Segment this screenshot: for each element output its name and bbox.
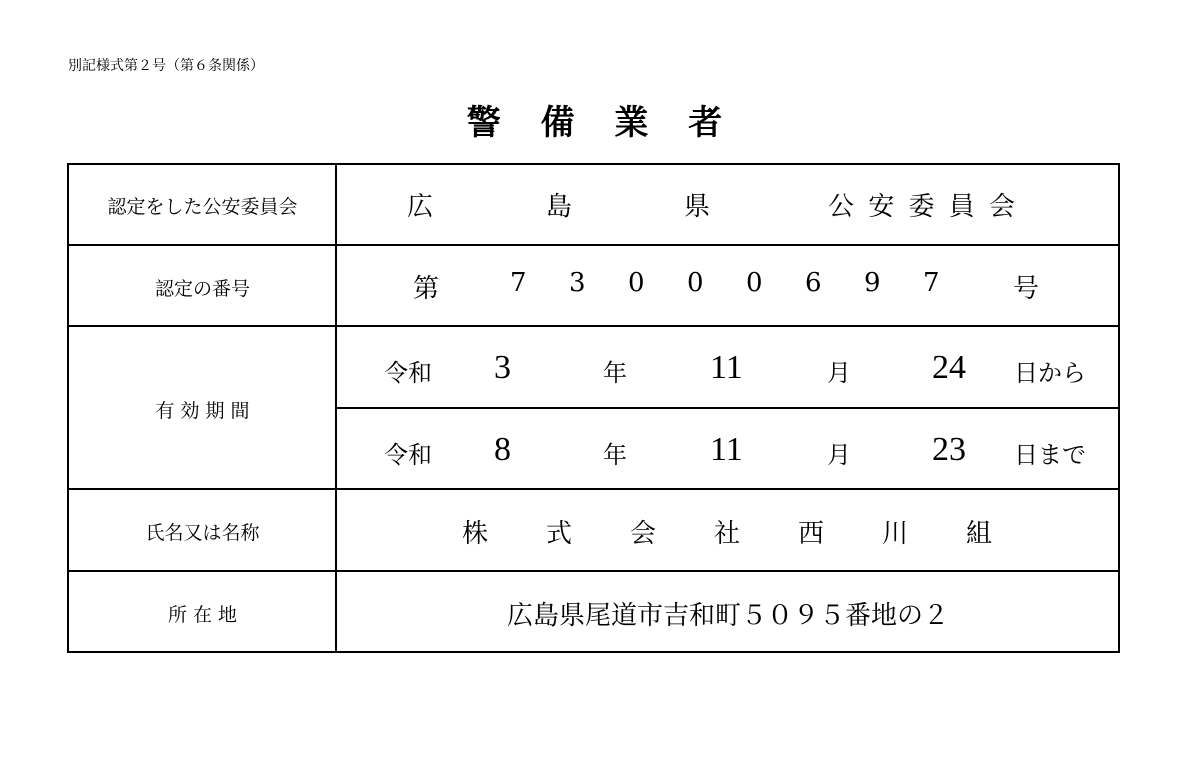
cert-digit: 7 [510, 268, 527, 298]
committee-name: 公 安 委 員 会 [828, 192, 1019, 222]
row-divider [67, 325, 1120, 327]
row-divider [67, 244, 1120, 246]
year-unit: 年 [603, 441, 627, 469]
day-from: 24 [932, 349, 966, 386]
name-char: 組 [966, 519, 993, 549]
cert-number-prefix: 第 [413, 274, 440, 304]
month-to: 11 [710, 431, 743, 468]
prefecture-char: 県 [684, 192, 711, 222]
cert-digit: 9 [864, 268, 881, 298]
row-divider [67, 488, 1120, 490]
day-suffix-to: 日まで [1014, 441, 1086, 469]
name-char: 社 [714, 519, 741, 549]
year-to: 8 [494, 431, 511, 468]
row-divider [67, 570, 1120, 572]
document-title: 警 備 業 者 [466, 103, 737, 143]
month-from: 11 [710, 349, 743, 386]
month-unit: 月 [827, 359, 851, 387]
day-suffix-from: 日から [1014, 359, 1086, 387]
year-from: 3 [494, 349, 511, 386]
cert-digit: 7 [923, 268, 940, 298]
prefecture-char: 広 [407, 192, 434, 222]
name-char: 株 [462, 519, 489, 549]
era-from: 令和 [384, 359, 432, 387]
name-char: 川 [882, 519, 909, 549]
cert-digit: 3 [569, 268, 586, 298]
name-char: 西 [798, 519, 825, 549]
day-to: 23 [932, 431, 966, 468]
form-note: 別記様式第２号（第６条関係） [68, 58, 264, 74]
era-to: 令和 [384, 441, 432, 469]
cert-number-label: 認定の番号 [154, 278, 250, 300]
name-char: 会 [630, 519, 657, 549]
address-value: 広島県尾道市吉和町５０９５番地の２ [506, 601, 949, 631]
validity-label: 有 効 期 間 [155, 400, 250, 422]
year-unit: 年 [603, 359, 627, 387]
name-label: 氏名又は名称 [145, 522, 260, 544]
cert-number-suffix: 号 [1013, 274, 1040, 304]
cert-digit: 6 [805, 268, 822, 298]
name-char: 式 [546, 519, 573, 549]
cert-digit: 0 [687, 268, 704, 298]
commission-label: 認定をした公安委員会 [107, 196, 298, 218]
prefecture-char: 島 [546, 192, 573, 222]
cert-digit: 0 [746, 268, 763, 298]
cert-digit: 0 [628, 268, 645, 298]
month-unit: 月 [827, 441, 851, 469]
row-divider [336, 407, 1120, 409]
address-label: 所 在 地 [167, 604, 238, 626]
